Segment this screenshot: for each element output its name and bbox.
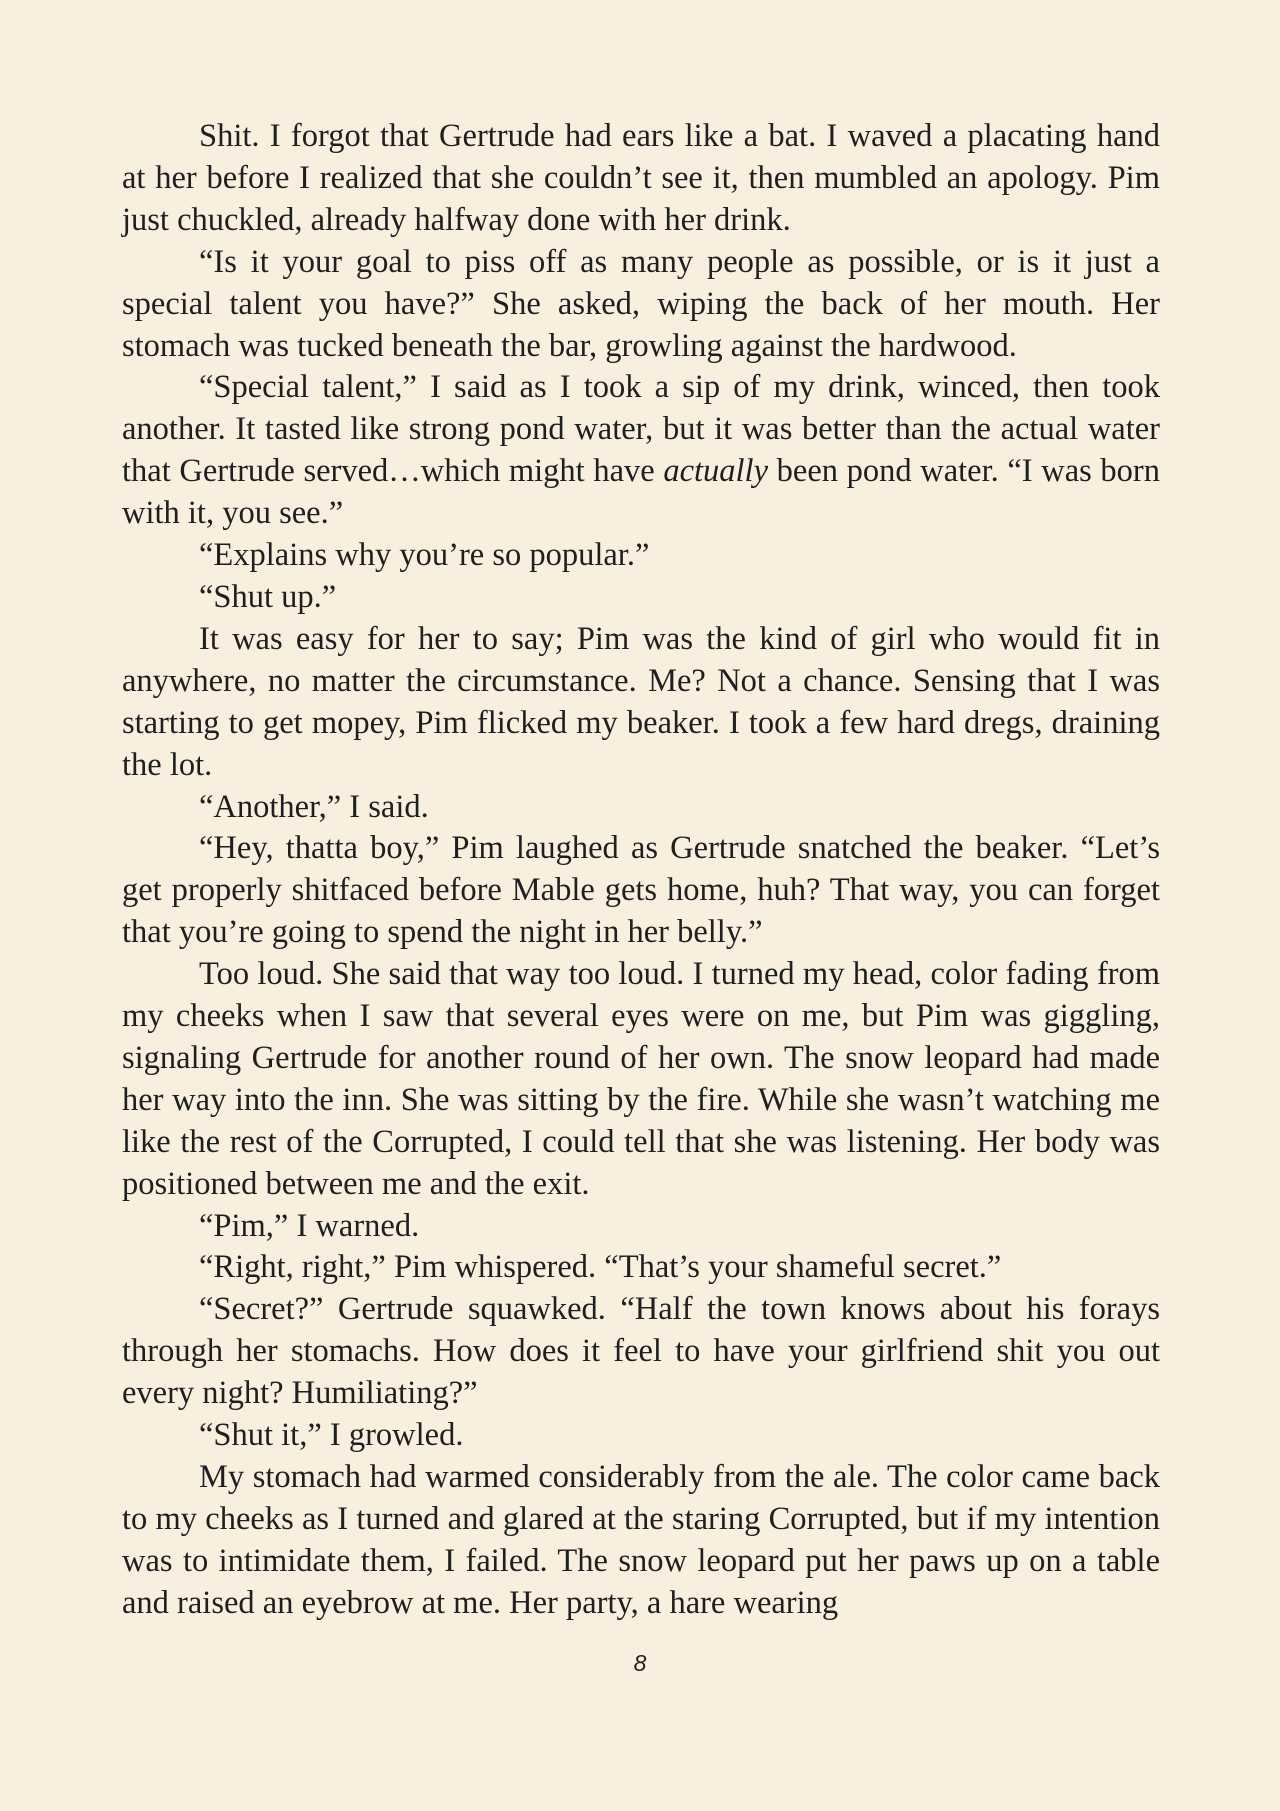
paragraph-12: “Secret?” Gertrude squawked. “Half the town knows about his forays through her stomachs. How does it feel to have your girlfriend shit you out every night? Humiliating?” xyxy=(122,1291,1160,1412)
paragraph-14: My stomach had warmed considerably from the ale. The color came back to my cheeks as I turned and glared at the staring Corrupted, but if my intention was to intimidate them, I failed. The snow leopard put her paws up on a table and raised an eyebrow at me. Her party, a hare wearing xyxy=(122,1459,1160,1621)
paragraph-11: “Right, right,” Pim whispered. “That’s your shameful secret.” xyxy=(199,1249,1002,1286)
paragraph-3 xyxy=(122,367,1160,535)
paragraph-7: “Another,” I said. xyxy=(199,788,429,825)
paragraph-10: “Pim,” I warned. xyxy=(199,1207,420,1244)
paragraph-5: “Shut up.” xyxy=(199,578,337,615)
paragraph-3-italic: actually xyxy=(663,453,769,490)
page-number: 8 xyxy=(633,1650,647,1676)
page-body xyxy=(122,116,1160,1625)
paragraph-2: “Is it your goal to piss off as many people as possible, or is it just a special talent you have?” She asked, wiping the back of her mouth. Her stomach was tucked beneath the bar, growling against the hardwood. xyxy=(122,243,1160,364)
paragraph-13: “Shut it,” I growled. xyxy=(199,1417,464,1454)
paragraph-4: “Explains why you’re so popular.” xyxy=(199,537,650,574)
paragraph-3-after: been pond water. “I was born with it, you see.” xyxy=(122,453,1161,532)
paragraph-3-before: “Special talent,” I said as I took a sip of my drink, winced, then took another. It tasted like strong pond water, but it was better than the actual water that Gertrude served…which might have xyxy=(122,369,1160,490)
paragraph-9: Too loud. She said that way too loud. I turned my head, color fading from my cheeks when I saw that several eyes were on me, but Pim was giggling, signaling Gertrude for another round of her own. The snow leopard had made her way into the inn. She was sitting by the fire. While she wasn’t watching me like the rest of the Corrupted, I could tell that she was listening. Her body was positioned between me and the exit. xyxy=(122,956,1160,1202)
paragraph-1: Shit. I forgot that Gertrude had ears like a bat. I waved a placating hand at her before I realized that she couldn’t see it, then mumbled an apology. Pim just chuckled, already halfway done with her drink. xyxy=(122,118,1160,238)
paragraph-8: “Hey, thatta boy,” Pim laughed as Gertrude snatched the beaker. “Let’s get properly shitfaced before Mable gets home, huh? That way, you can forget that you’re going to spend the night in her belly.” xyxy=(122,830,1160,951)
paragraph-6: It was easy for her to say; Pim was the kind of girl who would fit in anywhere, no matter the circumstance. Me? Not a chance. Sensing that I was starting to get mopey, Pim flicked my beaker. I took a few hard dregs, draining the lot. xyxy=(122,620,1160,783)
